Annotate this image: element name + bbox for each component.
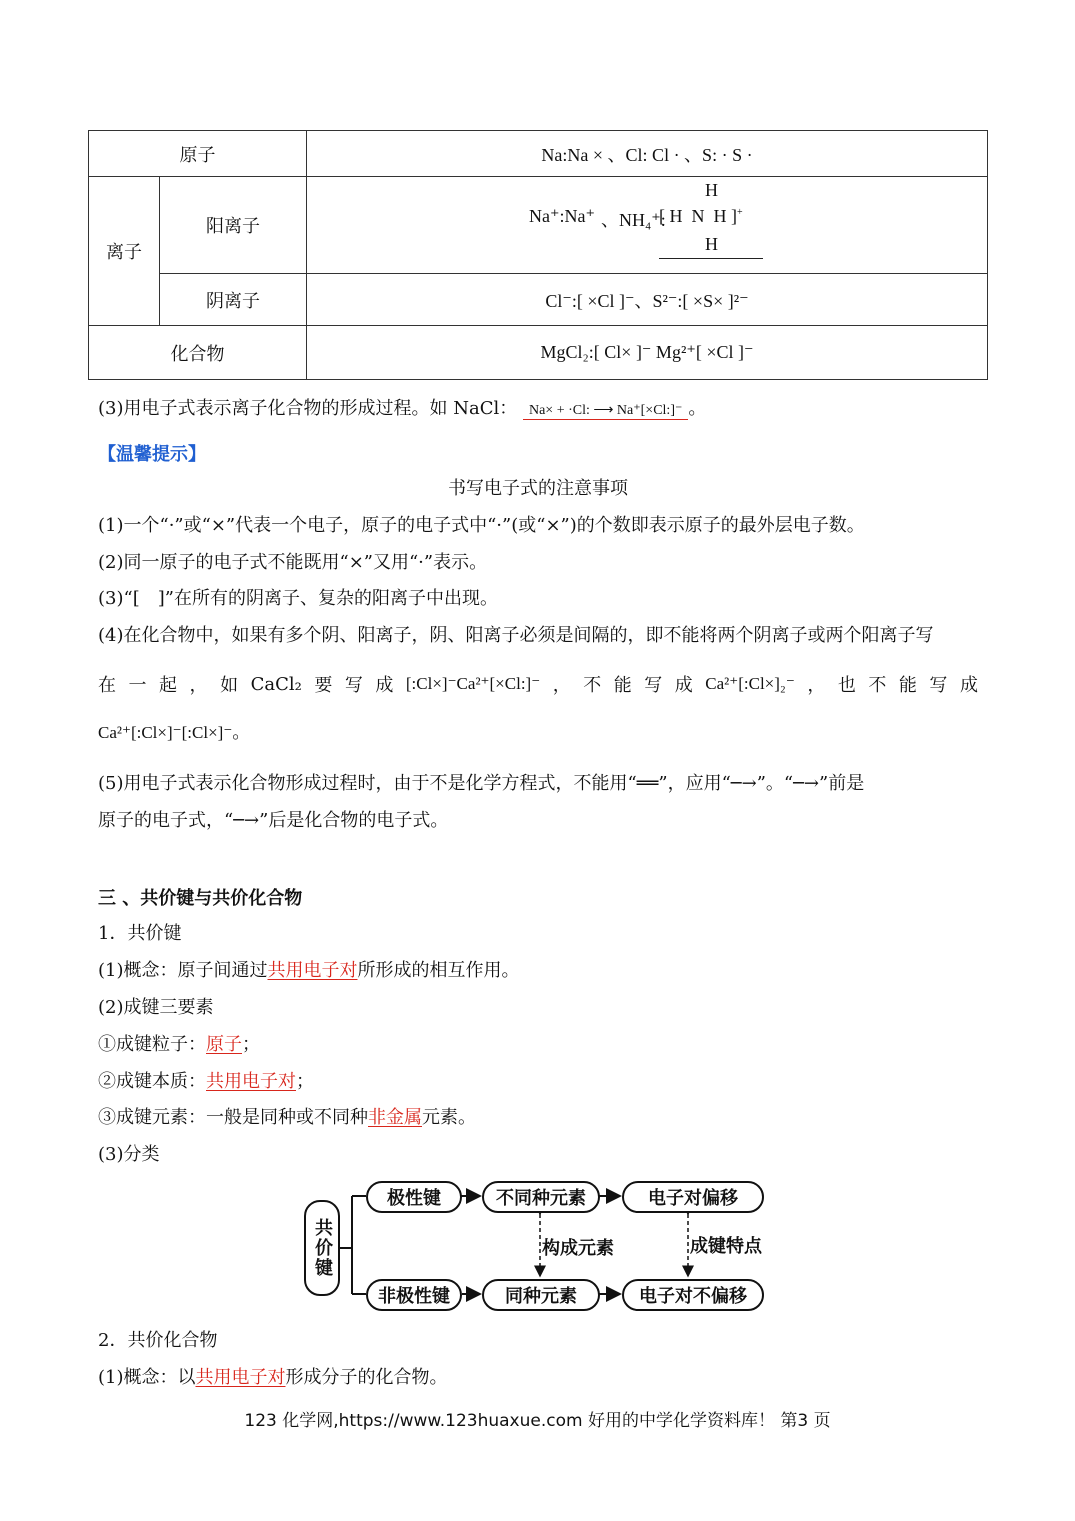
subsection-covalent-bond: 1．共价键 [98, 923, 182, 944]
same-element-box: 同种元素 [482, 1279, 600, 1311]
ammonium-h-bottom: H [705, 233, 718, 254]
text: ①成键粒子： [98, 1034, 206, 1055]
anion-formula: Cl⁻:[ ×Cl ]⁻、S²⁻:[ ×S× ]²⁻ [307, 274, 988, 326]
bond-nature-line [98, 1067, 314, 1093]
word: 成 [959, 675, 978, 696]
covalent-bond-diagram [300, 1170, 780, 1330]
text: 所形成的相互作用。 [357, 960, 520, 981]
compound-formula: MgCl₂:[ Cl× ]⁻ Mg²⁺[ ×Cl ]⁻ [307, 326, 988, 380]
formation-paragraph [98, 394, 706, 420]
answer-text: 共用电子对 [267, 960, 358, 981]
polar-bond-box: 极性键 [366, 1181, 462, 1213]
hint-point-2: (2)同一原子的电子式不能既用“×”又用“·”表示。 [98, 552, 488, 573]
formation-reaction: Na× + ·Cl: ⟶ Na⁺[×Cl:]⁻ [523, 402, 688, 420]
cacl2-wrong-formula-1: Ca²⁺[:Cl×]₂⁻ [705, 674, 795, 693]
constituent-elements-label: 构成元素 [542, 1238, 614, 1259]
compound-concept-line [98, 1363, 448, 1389]
section-heading: 三 、共价键与共价化合物 [98, 888, 303, 909]
table-row [89, 177, 988, 274]
hint-point-1: (1)一个“·”或“×”代表一个电子，原子的电子式中“·”(或“×”)的个数即表示原子的最外层电子数。 [98, 515, 865, 536]
classification-line: (3)分类 [98, 1144, 160, 1165]
text: (1)概念：以 [98, 1367, 196, 1388]
word: 成 [674, 675, 693, 696]
ammonium-bracket: [ H N H ]+ [659, 205, 743, 226]
word: CaCl₂ [250, 673, 302, 695]
hint-title: 书写电子式的注意事项 [448, 478, 628, 499]
hint-point-3: (3)“[ ]”在所有的阴离子、复杂的阳离子中出现。 [98, 588, 498, 609]
word: 一 [128, 675, 147, 696]
bond-feature-label: 成键特点 [690, 1236, 762, 1257]
word: 如 [220, 675, 239, 696]
sodium-ion-formula: Na⁺:Na⁺ [529, 205, 595, 226]
period: 。 [688, 398, 707, 419]
hint-point-4c [98, 718, 250, 744]
ammonium-prefix: 、NH₄⁺: [601, 209, 666, 230]
three-elements-line: (2)成键三要素 [98, 997, 214, 1018]
text: (1)概念：原子间通过 [98, 960, 268, 981]
hint-point-4a: (4)在化合物中，如果有多个阴、阳离子，阴、阳离子必须是间隔的，即不能将两个阴离子或两个阳离子写 [98, 625, 934, 646]
text: 元素。 [422, 1107, 476, 1128]
word: 写 [644, 675, 663, 696]
bond-element-line [98, 1103, 476, 1129]
word: 也 [837, 675, 856, 696]
hint-point-5b: 原子的电子式，“─→”后是化合物的电子式。 [98, 810, 449, 831]
ammonium-h-top: H [705, 179, 718, 200]
answer-text: 原子 [206, 1034, 242, 1055]
answer-text: 非金属 [368, 1107, 422, 1128]
ion-label: 离子 [89, 177, 160, 326]
underline [659, 258, 763, 259]
page-footer: 123 化学网,https://www.123huaxue.com 好用的中学化学资料库！ 第3 页 [244, 1411, 831, 1431]
word: 要 [314, 675, 333, 696]
bond-particle-line [98, 1030, 260, 1056]
electron-shift-box: 电子对偏移 [622, 1181, 764, 1213]
word: 写 [344, 675, 363, 696]
hint-label: 【温馨提示】 [98, 444, 206, 465]
electron-formula-table [88, 130, 988, 380]
text: ②成键本质： [98, 1071, 206, 1092]
word: 能 [613, 675, 632, 696]
word: ， [807, 675, 826, 696]
compound-label: 化合物 [89, 326, 307, 380]
text: 形成分子的化合物。 [285, 1367, 448, 1388]
subsection-covalent-compound: 2．共价化合物 [98, 1330, 218, 1351]
word: 起 [159, 675, 178, 696]
word: 不 [868, 675, 887, 696]
word: 成 [375, 675, 394, 696]
cation-formula [307, 177, 988, 274]
word: ， [552, 675, 571, 696]
concept-line [98, 956, 520, 982]
text: ； [242, 1034, 260, 1055]
text: ； [296, 1071, 314, 1092]
table-row [89, 131, 988, 177]
answer-text: 共用电子对 [206, 1071, 296, 1092]
atom-label: 原子 [89, 131, 307, 177]
no-shift-box: 电子对不偏移 [622, 1279, 764, 1311]
anion-label: 阴离子 [160, 274, 307, 326]
different-element-box: 不同种元素 [482, 1181, 600, 1213]
table-row [89, 326, 988, 380]
nonpolar-bond-box: 非极性键 [366, 1279, 462, 1311]
answer-text: 共用电子对 [195, 1367, 286, 1388]
cation-label: 阳离子 [160, 177, 307, 274]
cacl2-correct-formula: [:Cl×]⁻Ca²⁺[×Cl:]⁻ [405, 674, 541, 693]
word: 在 [98, 675, 116, 696]
word: 能 [898, 675, 917, 696]
formation-text: (3)用电子式表示离子化合物的形成过程。如 NaCl： [98, 398, 518, 419]
word: 写 [929, 675, 948, 696]
word: 不 [583, 675, 602, 696]
hint-point-4b [98, 664, 978, 704]
word: ， [189, 675, 208, 696]
cacl2-wrong-formula-2: Ca²⁺[:Cl×]⁻[:Cl×]⁻ [98, 723, 233, 742]
table-row [89, 274, 988, 326]
period: 。 [232, 722, 251, 743]
atom-formula: Na:Na × 、Cl: Cl · 、S: · S · [307, 131, 988, 177]
hint-point-5a: (5)用电子式表示化合物形成过程时，由于不是化学方程式，不能用“══”，应用“─→”。“─→”前是 [98, 773, 865, 794]
root-box: 共价键 [304, 1200, 340, 1296]
text: ③成键元素：一般是同种或不同种 [98, 1107, 368, 1128]
